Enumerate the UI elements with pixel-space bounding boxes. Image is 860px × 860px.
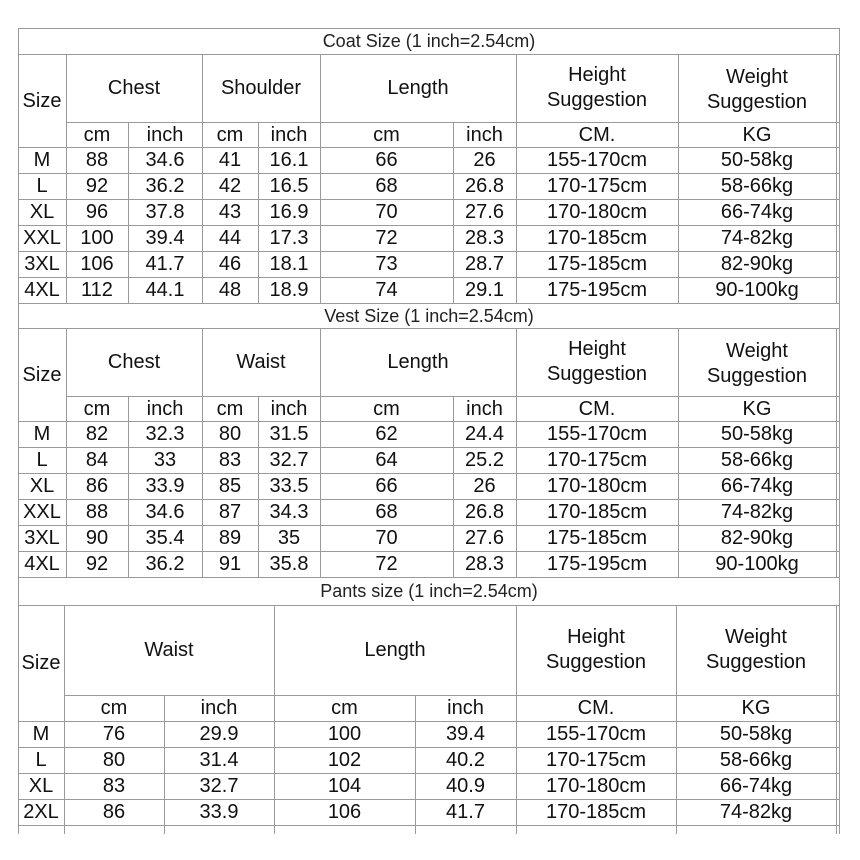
pants-table-cell: 100: [327, 723, 362, 745]
coat-table-cell: 66-74kg: [720, 201, 794, 223]
pants-table-cell: 80: [102, 749, 126, 771]
pants-table-cell: 29.9: [199, 723, 239, 745]
coat-height-header: Height Suggestion: [546, 64, 648, 111]
coat-table-cell: 106: [80, 253, 114, 275]
vest-size-cell: XXL: [23, 501, 61, 523]
pants-table-cell: 40.2: [446, 749, 485, 771]
pants-unit-cell: KG: [741, 697, 771, 719]
vest-table-cell: 66-74kg: [720, 475, 794, 497]
vest-table-cell: 91: [218, 553, 242, 575]
coat-table-cell: 42: [218, 175, 242, 197]
column-divider: [18, 28, 19, 303]
pants-table-cell: 170-180cm: [545, 775, 647, 797]
coat-table-cell: 92: [85, 175, 109, 197]
vest-unit-cell: CM.: [578, 397, 616, 420]
vest-table-cell: 25.2: [465, 449, 504, 471]
coat-table-cell: 90-100kg: [715, 279, 799, 301]
pants-weight-header: Weight Suggestion: [705, 626, 807, 673]
vest-table-cell: 35.4: [145, 527, 185, 549]
coat-table-cell: 74: [375, 279, 398, 301]
vest-table-cell: 86: [85, 475, 109, 497]
row-divider: [18, 825, 840, 826]
pants-table-cell: 32.7: [199, 775, 239, 797]
coat-table-cell: 74-82kg: [720, 227, 794, 249]
coat-unit-cell: inch: [466, 123, 503, 146]
vest-table-cell: 64: [375, 449, 398, 471]
vest-title: Vest Size (1 inch=2.54cm): [324, 305, 534, 326]
pants-unit-cell: CM.: [577, 697, 615, 719]
coat-group-header: Shoulder: [220, 77, 302, 99]
coat-table-cell: 26: [473, 149, 496, 171]
coat-unit-cell: inch: [146, 123, 184, 146]
coat-table-cell: 17.3: [269, 227, 309, 249]
pants-table-cell: 39.4: [446, 723, 485, 745]
coat-table-cell: 43: [218, 201, 242, 223]
pants-table-cell: 66-74kg: [719, 775, 793, 797]
vest-table-cell: 27.6: [465, 527, 504, 549]
coat-table-cell: 16.5: [269, 175, 309, 197]
coat-size-cell: L: [36, 175, 48, 197]
coat-unit-cell: cm: [216, 123, 244, 146]
coat-table-cell: 16.9: [269, 201, 309, 223]
vest-size-cell: M: [33, 423, 51, 445]
vest-unit-cell: inch: [146, 397, 184, 420]
pants-table-cell: 155-170cm: [545, 723, 647, 745]
vest-table-cell: 84: [85, 449, 109, 471]
column-divider: [453, 396, 454, 577]
pants-table-cell: 33.9: [199, 801, 239, 823]
pants-table-cell: 83: [102, 775, 126, 797]
coat-table-cell: 28.3: [465, 227, 504, 249]
size-chart: [18, 28, 840, 834]
pants-table-cell: 170-175cm: [545, 749, 647, 771]
coat-table-cell: 96: [85, 201, 109, 223]
column-divider: [320, 328, 321, 577]
pants-height-header: Height Suggestion: [545, 626, 647, 673]
vest-table-cell: 26: [473, 475, 496, 497]
coat-table-cell: 18.9: [269, 279, 309, 301]
coat-unit-cell: cm: [83, 123, 111, 146]
vest-group-header: Length: [387, 351, 449, 373]
vest-table-cell: 170-175cm: [546, 449, 648, 471]
vest-size-cell: 4XL: [24, 553, 60, 575]
coat-title: Coat Size (1 inch=2.54cm): [322, 31, 536, 51]
column-divider: [839, 28, 840, 303]
vest-group-header: Chest: [107, 351, 161, 373]
coat-size-cell: XL: [29, 201, 55, 223]
vest-table-cell: 175-185cm: [546, 527, 648, 549]
coat-table-cell: 16.1: [269, 149, 309, 171]
coat-table-cell: 46: [218, 253, 242, 275]
pants-table-cell: 76: [102, 723, 126, 745]
column-divider: [836, 605, 837, 834]
coat-table-cell: 39.4: [145, 227, 185, 249]
column-divider: [836, 54, 837, 303]
vest-table-cell: 28.3: [465, 553, 504, 575]
coat-table-cell: 58-66kg: [720, 175, 794, 197]
pants-table-cell: 50-58kg: [719, 723, 793, 745]
pants-table-cell: 40.9: [446, 775, 485, 797]
coat-table-cell: 27.6: [465, 201, 504, 223]
vest-unit-cell: cm: [83, 397, 111, 420]
coat-table-cell: 72: [375, 227, 398, 249]
column-divider: [18, 577, 19, 834]
coat-group-header: Chest: [107, 77, 161, 99]
coat-table-cell: 37.8: [145, 201, 185, 223]
pants-unit-cell: inch: [447, 697, 484, 719]
pants-size-cell: 2XL: [23, 801, 59, 823]
vest-unit-cell: KG: [742, 397, 772, 420]
coat-table-cell: 170-175cm: [546, 175, 648, 197]
vest-unit-cell: inch: [466, 397, 503, 420]
column-divider: [676, 605, 677, 834]
pants-unit-cell: inch: [200, 697, 238, 719]
column-divider: [18, 303, 19, 577]
pants-table-cell: 41.7: [446, 801, 485, 823]
vest-table-cell: 35: [277, 527, 301, 549]
vest-size-header: Size: [22, 363, 62, 386]
coat-size-cell: XXL: [23, 227, 61, 249]
vest-table-cell: 70: [375, 527, 398, 549]
vest-table-cell: 85: [218, 475, 242, 497]
coat-table-cell: 175-195cm: [546, 279, 648, 301]
vest-table-cell: 62: [375, 423, 398, 445]
vest-table-cell: 50-58kg: [720, 423, 794, 445]
coat-size-cell: 3XL: [24, 253, 60, 275]
vest-unit-cell: cm: [373, 397, 400, 420]
pants-table-cell: 86: [102, 801, 126, 823]
column-divider: [839, 303, 840, 577]
column-divider: [128, 396, 129, 577]
pants-size-cell: L: [35, 749, 47, 771]
vest-table-cell: 170-185cm: [546, 501, 648, 523]
coat-table-cell: 73: [375, 253, 398, 275]
vest-table-cell: 82-90kg: [720, 527, 794, 549]
column-divider: [516, 54, 517, 303]
vest-size-cell: XL: [29, 475, 55, 497]
coat-table-cell: 41: [218, 149, 242, 171]
coat-table-cell: 28.7: [465, 253, 504, 275]
coat-unit-cell: CM.: [578, 123, 616, 146]
vest-table-cell: 87: [218, 501, 242, 523]
vest-unit-cell: cm: [216, 397, 244, 420]
vest-table-cell: 32.3: [145, 423, 185, 445]
vest-table-cell: 34.3: [269, 501, 309, 523]
vest-table-cell: 24.4: [465, 423, 504, 445]
pants-size-cell: M: [32, 723, 50, 745]
vest-table-cell: 36.2: [145, 553, 185, 575]
vest-table-cell: 58-66kg: [720, 449, 794, 471]
column-divider: [202, 328, 203, 577]
column-divider: [258, 122, 259, 303]
vest-table-cell: 83: [218, 449, 242, 471]
pants-table-cell: 58-66kg: [719, 749, 793, 771]
pants-table-cell: 106: [327, 801, 362, 823]
coat-table-cell: 170-180cm: [546, 201, 648, 223]
column-divider: [678, 54, 679, 303]
coat-table-cell: 18.1: [269, 253, 309, 275]
pants-table-cell: 74-82kg: [719, 801, 793, 823]
vest-table-cell: 155-170cm: [546, 423, 648, 445]
vest-table-cell: 92: [85, 553, 109, 575]
column-divider: [678, 328, 679, 577]
coat-unit-cell: cm: [373, 123, 400, 146]
pants-table-cell: 104: [327, 775, 362, 797]
coat-table-cell: 175-185cm: [546, 253, 648, 275]
column-divider: [516, 605, 517, 834]
pants-size-header: Size: [21, 652, 61, 674]
coat-size-cell: 4XL: [24, 279, 60, 301]
coat-unit-cell: KG: [742, 123, 772, 146]
vest-weight-header: Weight Suggestion: [706, 340, 808, 387]
column-divider: [164, 695, 165, 834]
column-divider: [66, 54, 67, 303]
coat-unit-cell: inch: [270, 123, 308, 146]
vest-table-cell: 170-180cm: [546, 475, 648, 497]
column-divider: [839, 577, 840, 834]
coat-table-cell: 36.2: [145, 175, 185, 197]
vest-table-cell: 74-82kg: [720, 501, 794, 523]
coat-table-cell: 48: [218, 279, 242, 301]
coat-table-cell: 155-170cm: [546, 149, 648, 171]
pants-group-header: Waist: [144, 639, 194, 661]
coat-group-header: Length: [387, 77, 449, 99]
coat-table-cell: 44.1: [145, 279, 185, 301]
vest-table-cell: 34.6: [145, 501, 185, 523]
column-divider: [415, 695, 416, 834]
pants-title: Pants size (1 inch=2.54cm): [320, 581, 538, 601]
column-divider: [320, 54, 321, 303]
vest-group-header: Waist: [236, 351, 286, 373]
coat-table-cell: 100: [80, 227, 114, 249]
vest-size-cell: L: [36, 449, 48, 471]
vest-table-cell: 68: [375, 501, 398, 523]
column-divider: [836, 328, 837, 577]
pants-table-cell: 170-185cm: [545, 801, 647, 823]
coat-table-cell: 34.6: [145, 149, 185, 171]
pants-table-cell: 102: [327, 749, 362, 771]
vest-table-cell: 33.5: [269, 475, 309, 497]
vest-height-header: Height Suggestion: [546, 338, 648, 385]
column-divider: [202, 54, 203, 303]
coat-table-cell: 88: [85, 149, 109, 171]
vest-table-cell: 90: [85, 527, 109, 549]
coat-table-cell: 170-185cm: [546, 227, 648, 249]
column-divider: [453, 122, 454, 303]
coat-table-cell: 112: [81, 279, 113, 301]
vest-table-cell: 32.7: [269, 449, 309, 471]
vest-table-cell: 72: [375, 553, 398, 575]
vest-unit-cell: inch: [270, 397, 308, 420]
pants-group-header: Length: [364, 639, 426, 661]
coat-weight-header: Weight Suggestion: [706, 66, 808, 113]
pants-table-cell: 31.4: [199, 749, 239, 771]
column-divider: [274, 605, 275, 834]
coat-size-header: Size: [22, 89, 62, 112]
coat-table-cell: 82-90kg: [720, 253, 794, 275]
vest-table-cell: 89: [218, 527, 242, 549]
column-divider: [258, 396, 259, 577]
vest-table-cell: 66: [375, 475, 398, 497]
vest-table-cell: 35.8: [269, 553, 309, 575]
coat-table-cell: 41.7: [145, 253, 185, 275]
vest-table-cell: 90-100kg: [715, 553, 799, 575]
column-divider: [64, 605, 65, 834]
vest-table-cell: 33: [153, 449, 177, 471]
pants-size-cell: XL: [28, 775, 54, 797]
coat-table-cell: 44: [218, 227, 242, 249]
vest-table-cell: 88: [85, 501, 109, 523]
column-divider: [66, 328, 67, 577]
coat-table-cell: 70: [375, 201, 398, 223]
vest-size-cell: 3XL: [24, 527, 60, 549]
pants-unit-cell: cm: [331, 697, 358, 719]
coat-table-cell: 50-58kg: [720, 149, 794, 171]
vest-table-cell: 31.5: [269, 423, 309, 445]
vest-table-cell: 80: [218, 423, 242, 445]
vest-table-cell: 175-195cm: [546, 553, 648, 575]
vest-table-cell: 82: [85, 423, 109, 445]
pants-unit-cell: cm: [100, 697, 128, 719]
coat-table-cell: 29.1: [465, 279, 504, 301]
vest-table-cell: 26.8: [465, 501, 504, 523]
column-divider: [516, 328, 517, 577]
coat-table-cell: 66: [375, 149, 398, 171]
vest-table-cell: 33.9: [145, 475, 185, 497]
column-divider: [128, 122, 129, 303]
coat-table-cell: 68: [375, 175, 398, 197]
coat-table-cell: 26.8: [465, 175, 504, 197]
coat-size-cell: M: [33, 149, 51, 171]
